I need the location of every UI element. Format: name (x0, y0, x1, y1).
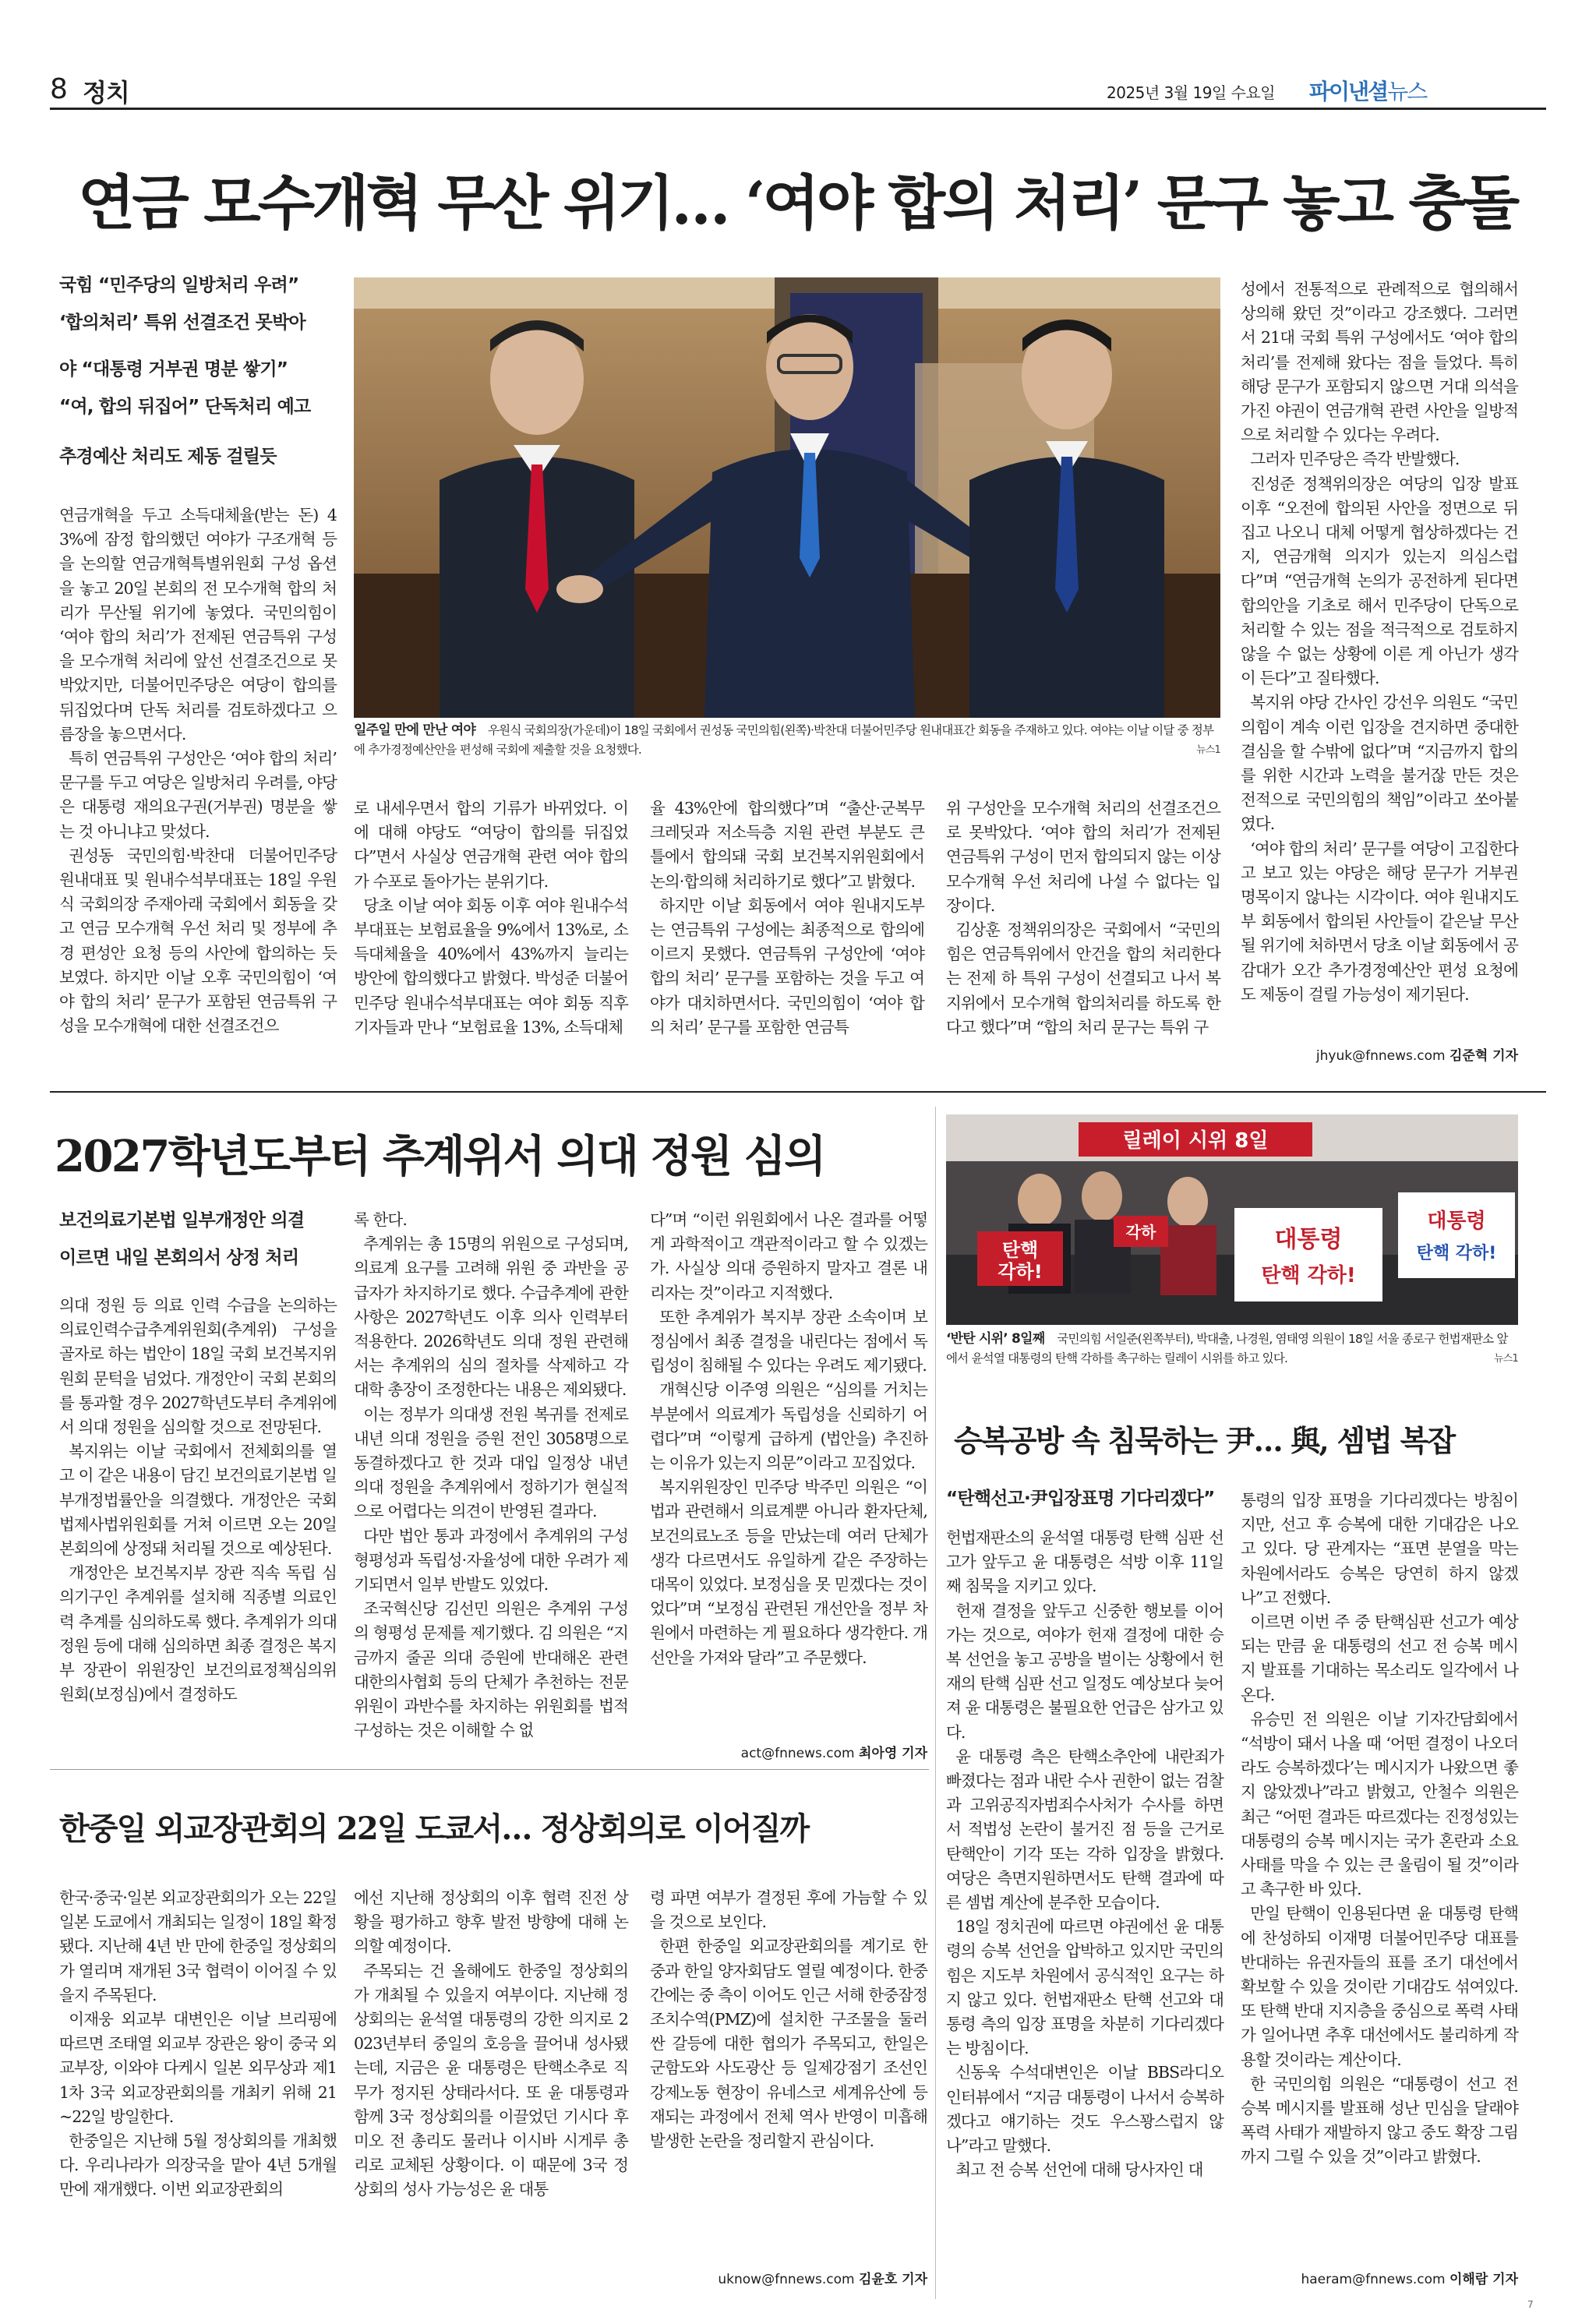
protest-photo (946, 1114, 1518, 1325)
subhead: 보건의료기본법 일부개정안 의결 (59, 1210, 305, 1231)
byline-email: act@fnnews.com (740, 1746, 855, 1761)
protest-photo-caption (946, 1330, 1518, 1369)
sign-text: 탄핵 각하! (1416, 1244, 1497, 1263)
body-paragraph: 유승민 전 의원은 이날 기자간담회에서 “석방이 돼서 나올 때 ‘어떤 결정이 나오더라도 승복하겠다’는 메시지가 나왔으면 좋지 않았겠나”라고 밝혔고, 안철수 의원은 최근 “어떤 결과든 따르겠다는 진정성있는 대통령의 승복 메시지는 국가 혼란과 소요사태를 막을 수 있는 큰 울림이 될 것”이라고 촉구한 바 있다. (1241, 1709, 1518, 1899)
byline-name: 김윤호 기자 (858, 2272, 927, 2287)
article3-subhead: “탄핵선고·尹입장표명 기다리겠다” (946, 1489, 1215, 1509)
page-number: 8 (50, 73, 68, 105)
footer-mark: 7 (1527, 2299, 1534, 2310)
article2-byline (650, 1742, 927, 1761)
subhead: ‘합의처리’ 특위 선결조건 못박아 (59, 313, 305, 333)
body-paragraph: 령 파면 여부가 결정된 후에 가늠할 수 있을 것으로 보인다. (650, 1888, 927, 1932)
article4-column-3 (650, 1886, 927, 2153)
body-paragraph: 윤 대통령 측은 탄핵소추안에 내란죄가 빠졌다는 점과 내란 수사 권한이 없는 검찰과 고위공직자범죄수사처가 수사를 하면서 적법성 논란이 불거진 점 등을 근거로 탄핵안이 기각 또는 각하 입장을 밝혔다. 여당은 측면지원하면서도 탄핵 결과에 따른 셈법 계산에 분주한 모습이다. (946, 1747, 1223, 1913)
sign-text: 탄핵 (1001, 1239, 1039, 1261)
body-paragraph: 율 43%안에 합의했다”며 “출산·군복무 크레딧과 저소득층 지원 관련 부분도 큰 틀에서 합의돼 국회 보건복지위원회에서 논의·합의해 처리하기로 했다”고 밝혔다. (650, 799, 924, 891)
body-paragraph: 권성동 국민의힘·박찬대 더불어민주당 원내대표 및 원내수석부대표는 18일 우원식 국회의장 주재아래 국회에서 회동을 갖고 연금 모수개혁 우선 처리 및 정부에 추경 편성안 요청 등의 사안에 합의하는 듯 보였다. 하지만 이날 오후 국민의힘이 ‘여야 합의 처리’ 문구가 포함된 연금특위 구성을 모수개혁에 대한 선결조건으 (59, 846, 337, 1036)
body-paragraph: 헌재 결정을 앞두고 신중한 행보를 이어가는 것으로, 여야가 헌재 결정에 대한 승복 선언을 놓고 공방을 벌이는 상황에서 헌재의 탄핵 심판 선고 일정도 예상보다 늦어져 윤 대통령은 불필요한 언급은 삼가고 있다. (946, 1601, 1223, 1742)
article2-headline: 2027학년도부터 추계위서 의대 정원 심의 (55, 1131, 824, 1182)
meeting-photo-illustration (354, 277, 1220, 718)
body-paragraph: 로 내세우면서 합의 기류가 바뀌었다. 이에 대해 야당도 “여당이 합의를 뒤집었다”면서 사실상 연금개혁 관련 여야 합의가 수포로 돌아가는 분위기다. (354, 799, 628, 891)
section-divider (50, 1091, 1546, 1093)
article1-column-1 (59, 503, 337, 1038)
body-paragraph: 통령의 입장 표명을 기다리겠다는 방침이지만, 선고 후 승복에 대한 기대감은 나오고 있다. 당 관계자는 “표면 분열을 막는 차원에서라도 승복은 당연히 하지 않겠나”고 전했다. (1241, 1491, 1518, 1607)
caption-text: 국민의힘 서일준(왼쪽부터), 박대출, 나경원, 염태영 의원이 18일 서울 종로구 헌법재판소 앞에서 윤석열 대통령의 탄핵 각하를 촉구하는 릴레이 시위를 하고 있다. (946, 1332, 1508, 1365)
body-paragraph: 이는 정부가 의대생 전원 복귀를 전제로 내년 의대 정원을 증원 전인 3058명으로 동결하겠다고 한 것과 대입 일정상 내년 의대 정원을 추계위에서 정하기가 현실적으로 어렵다는 의견이 반영된 결과다. (354, 1404, 628, 1521)
article2-column-1 (59, 1294, 337, 1707)
brand-logo-light: 뉴스 (1387, 79, 1427, 104)
article1-column-2 (354, 796, 628, 1040)
article1-column-3 (650, 796, 924, 1040)
body-paragraph: 개혁신당 이주영 의원은 “심의를 거치는 부분에서 의료계가 독립성을 신뢰하기 어렵다”며 “이렇게 급하게 (법안을) 추진하는 이유가 있는지 의문”이라고 꼬집었다. (650, 1380, 927, 1473)
body-paragraph: 조국혁신당 김선민 의원은 추계위 구성의 형평성 문제를 제기했다. 김 의원은 “지금까지 줄곧 의대 증원에 반대해온 관련 대한의사협회 등의 단체가 추천하는 전문위원이 과반수를 차지하는 위원회를 법적 구성하는 것은 이해할 수 없 (354, 1599, 628, 1740)
byline-name: 최아영 기자 (858, 1746, 927, 1761)
article1-headline: 연금 모수개혁 무산 위기… ‘여야 합의 처리’ 문구 놓고 충돌 (78, 168, 1517, 238)
caption-title: 일주일 만에 만난 여야 (354, 722, 475, 738)
caption-text: 우원식 국회의장(가운데)이 18일 국회에서 권성동 국민의힘(왼쪽)·박찬대 더불어민주당 원내대표간 회동을 주재하고 있다. 여야는 이날 이달 중 정부에 추가경정예산안을 편성해 국회에 제출할 것을 요청했다. (354, 723, 1214, 757)
body-paragraph: 그러자 민주당은 즉각 반발했다. (1250, 450, 1460, 469)
article3-column-2 (1241, 1489, 1518, 2170)
body-paragraph: 다만 법안 통과 과정에서 추계위의 구성 형평성과 독립성·자율성에 대한 우려가 제기되면서 일부 반발도 있었다. (354, 1526, 628, 1595)
body-paragraph: 의대 정원 등 의료 인력 수급을 논의하는 의료인력수급추계위원회(추계위) 구성을 골자로 하는 법안이 18일 국회 보건복지위원회 문턱을 넘었다. 개정안이 국회 본회의를 통과할 경우 2027학년도부터 추계위에서 의대 정원을 심의할 것으로 전망된다. (59, 1296, 337, 1437)
photo-credit: 뉴스1 (1494, 1353, 1518, 1365)
body-paragraph: 한 국민의힘 의원은 “대통령이 선고 전 승복 메시지를 발표해 성난 민심을 달래야 폭력 사태가 재발하지 않고 중도 확장 그림까지 그릴 수 있을 것”이라고 밝혔다. (1241, 2074, 1518, 2167)
body-paragraph: 에선 지난해 정상회의 이후 협력 진전 상황을 평가하고 향후 발전 방향에 대해 논의할 예정이다. (354, 1888, 628, 1956)
photo-credit: 뉴스1 (1196, 744, 1220, 756)
body-paragraph: 복지위 야당 간사인 강선우 의원도 “국민의힘이 계속 이런 입장을 견지하면 중대한 결심을 할 수밖에 없다”며 “지금까지 합의를 위한 시간과 노력을 불거잖 만든 것은 전적으로 국민의힘의 책임”이라고 쏘아붙였다. (1241, 693, 1518, 834)
article3-byline (1241, 2268, 1518, 2287)
body-paragraph: 위 구성안을 모수개혁 처리의 선결조건으로 못박았다. ‘여야 합의 처리’가 전제된 연금특위 구성이 먼저 합의되지 않는 이상 모수개혁 우선 처리에 나설 수 없다는 입장이다. (946, 799, 1220, 915)
sign-text: 각하 (1125, 1223, 1156, 1241)
sign-text: 대통령 (1274, 1226, 1343, 1253)
sign-text: 탄핵 각하! (1261, 1264, 1356, 1287)
byline-email: jhyuk@fnnews.com (1315, 1048, 1446, 1064)
subhead: “여, 합의 뒤집어” 단독처리 예고 (59, 397, 311, 417)
protest-photo-illustration (946, 1114, 1518, 1325)
subhead: 국힘 “민주당의 일방처리 우려” (59, 275, 299, 295)
byline-name: 이해람 기자 (1449, 2272, 1518, 2287)
body-paragraph: 복지위원장인 민주당 박주민 의원은 “이 법과 관련해서 의료계뿐 아니라 환자단체, 보건의료노조 등을 만났는데 여러 단체가 생각 다르면서도 유일하게 같은 주장하는 대목이 있었다. 보정심을 못 믿겠다는 것이었다”며 “보정심 관련된 개선안을 정부 차원에서 마련하는 게 필요하다 생각한다. 개선안을 가져와 달라”고 주문했다. (650, 1478, 927, 1667)
body-paragraph: 이르면 이번 주 중 탄핵심판 선고가 예상되는 만큼 윤 대통령의 선고 전 승복 메시지 발표를 기대하는 목소리도 일각에서 나온다. (1241, 1612, 1518, 1704)
meeting-photo (354, 277, 1220, 718)
article2-column-3 (650, 1208, 927, 1670)
body-paragraph: 다”며 “이런 위원회에서 나온 결과를 어떻게 과학적이고 객관적이라고 할 수 있겠는가. 사실상 의대 증원하지 말자고 결론 내리자는 것”이라고 지적했다. (650, 1210, 927, 1302)
body-paragraph: 한중일은 지난해 5월 정상회의를 개최했다. 우리나라가 의장국을 맡아 4년 5개월 만에 재개했다. 이번 외교장관회의 (59, 2132, 337, 2199)
subhead: 이르면 내일 본회의서 상정 처리 (59, 1248, 299, 1268)
body-paragraph: 한국·중국·일본 외교장관회의가 오는 22일 일본 도쿄에서 개최되는 일정이 18일 확정됐다. 지난해 4년 반 만에 한중일 정상회의가 열리며 재개된 3국 협력이 이어질 수 있을지 주목된다. (59, 1888, 337, 2004)
vertical-divider (935, 1107, 936, 2299)
article1-byline (1241, 1044, 1518, 1064)
banner-text: 릴레이 시위 8일 (1122, 1129, 1269, 1153)
body-paragraph: 추계위는 총 15명의 위원으로 구성되며, 의료계 요구를 고려해 위원 중 과반을 공급자가 차지하기로 했다. 수급추계에 관한 사항은 2027학년도 이후 의사 인력부터 적용한다. 2026학년도 의대 정원 관련해서는 추계위의 심의 절차를 삭제하고 각 대학 총장이 조정한다는 내용은 제외됐다. (354, 1234, 628, 1400)
article3-column-1 (946, 1526, 1223, 2182)
body-paragraph: ‘여야 합의 처리’ 문구를 여당이 고집한다고 보고 있는 야당은 해당 문구가 거부권 명목이지 않나는 시각이다. 여야 원내지도부 회동에서 합의된 사안들이 같은날 무산될 위기에 처하면서 당초 이날 회동에서 공감대가 오간 추가경정예산안 편성 요청에도 제동이 걸릴 가능성이 제기된다. (1241, 839, 1518, 1004)
body-paragraph: 또한 추계위가 복지부 장관 소속이며 보정심에서 최종 결정을 내린다는 점에서 독립성이 침해될 수 있다는 우려도 제기됐다. (650, 1307, 927, 1376)
body-paragraph: 진성준 정책위의장은 여당의 입장 발표 이후 “오전에 합의된 사안을 정면으로 뒤집고 나오니 대체 어떻게 협상하겠다는 건지, 연금개혁 의지가 있는지 의심스럽다”며 “연금개혁 논의가 공전하게 된다면 합의안을 기초로 해서 민주당이 단독으로 처리할 수 있는 점을 적극적으로 검토하지 않을 수 없는 상황에 이른 게 아닌가 생각이 든다”고 질타했다. (1241, 474, 1518, 688)
article4-byline (650, 2268, 927, 2287)
body-paragraph: 헌법재판소의 윤석열 대통령 탄핵 심판 선고가 앞두고 윤 대통령은 석방 이후 11일째 침묵을 지키고 있다. (946, 1528, 1223, 1596)
article1-subheads (59, 271, 340, 471)
article2-subheads (59, 1206, 355, 1272)
meeting-photo-caption (354, 721, 1220, 760)
article1-column-4 (946, 796, 1220, 1040)
body-paragraph: 연금개혁을 두고 소득대체율(받는 돈) 43%에 잠정 합의했던 여야가 구조개혁 등을 논의할 연금개혁특별위원회 구성 옵션을 놓고 20일 본회의 전 모수개혁 합의 처리가 무산될 위기에 놓였다. 국민의힘이 ‘여야 합의 처리’가 전제된 연금특위 구성을 모수개혁 처리에 앞선 선결조건으로 못박았지만, 더불어민주당은 여당이 합의를 뒤집었다며 단독 처리를 검토하겠다고 으름장을 놓으면서다. (59, 506, 337, 743)
caption-title: ‘반탄 시위’ 8일째 (946, 1331, 1045, 1347)
article3-headline: 승복공방 속 침묵하는 尹… 與, 셈법 복잡 (954, 1423, 1455, 1458)
byline-email: uknow@fnnews.com (718, 2272, 855, 2287)
body-paragraph: 김상훈 정책위의장은 국회에서 “국민의힘은 연금특위에서 안건을 합의 처리한다는 전제 하 특위 구성이 선결되고 나서 복지위에서 모수개혁 합의처리를 하도록 한다고 했다”며 “합의 처리 문구는 특위 구 (946, 920, 1220, 1037)
body-paragraph: 주목되는 건 올해에도 한중일 정상회의가 개최될 수 있을지 여부이다. 지난해 정상회의는 윤석열 대통령의 강한 의지로 2023년부터 중일의 호응을 끌어내 성사됐는데, 지금은 윤 대통령은 탄핵소추로 직무가 정지된 상태라서다. 또 윤 대통령과 함께 3국 정상회의를 이끌었던 기시다 후미오 전 총리도 물러나 이시바 시게루 총리로 교체된 상황이다. 이 때문에 3국 정상회의 성사 가능성은 윤 대통 (354, 1961, 628, 2199)
article4-column-1 (59, 1886, 337, 2202)
body-paragraph: 복지위는 이날 국회에서 전체회의를 열고 이 같은 내용이 담긴 보건의료기본법 일부개정법률안을 의결했다. 개정안은 국회 법제사법위원회를 거쳐 이르면 오는 20일 본회의에 상정돼 처리될 것으로 예상된다. (59, 1442, 337, 1559)
brand-logo-bold: 파이낸셜 (1309, 79, 1388, 104)
body-paragraph: 최고 전 승복 선언에 대해 당사자인 대 (955, 2160, 1203, 2180)
byline-name: 김준혁 기자 (1449, 1048, 1518, 1064)
sign-text: 대통령 (1427, 1210, 1486, 1233)
section-label: 정치 (83, 78, 129, 108)
brand-logo (1309, 75, 1426, 106)
sign-text: 각하! (998, 1261, 1043, 1283)
body-paragraph: 개정안은 보건복지부 장관 직속 독립 심의기구인 추계위를 설치해 직종별 의료인력 추계를 심의하도록 했다. 추계위가 의대 정원 등에 대해 심의하면 최종 결정은 복지부 장관이 위원장인 보건의료정책심의위원회(보정심)에서 결정하도 (59, 1563, 337, 1704)
body-paragraph: 18일 정치권에 따르면 야권에선 윤 대통령의 승복 선언을 압박하고 있지만 국민의힘은 지도부 차원에서 공식적인 요구는 하지 않고 있다. 헌법재판소 탄핵 선고와 대통령 측의 입장 표명을 차분히 기다리겠다는 방침이다. (946, 1917, 1223, 2058)
body-paragraph: 당초 이날 여야 회동 이후 여야 원내수석부대표는 보험료율을 9%에서 13%로, 소득대체율을 40%에서 43%까지 늘리는 방안에 합의했다고 밝혔다. 박성준 더불어민주당 원내수석부대표는 여야 회동 직후 기자들과 만나 “보험료율 13%, 소득대체 (354, 895, 628, 1037)
article2-column-2 (354, 1208, 628, 1743)
body-paragraph: 한편 한중일 외교장관회의를 계기로 한중과 한일 양자회담도 열릴 예정이다. 한중 간에는 중 측이 이어도 인근 서해 한중잠정조치수역(PMZ)에 설치한 구조물을 둘러싼 갈등에 대한 협의가 주목되고, 한일은 군함도와 사도광산 등 일제강점기 조선인 강제노동 현장이 유네스코 세계유산에 등재되는 과정에서 전체 역사 반영이 미흡해 발생한 논란을 정리할지 관심이다. (650, 1937, 927, 2151)
masthead-rule (50, 108, 1546, 110)
subhead: 야 “대통령 거부권 명분 쌓기” (59, 359, 288, 380)
section-divider (50, 1769, 929, 1770)
article4-column-2 (354, 1886, 628, 2202)
body-paragraph: 특히 연금특위 구성안은 ‘여야 합의 처리’ 문구를 두고 여당은 일방처리 우려를, 야당은 대통령 재의요구권(거부권) 명분을 쌓는 것 아니냐고 맞섰다. (59, 749, 337, 841)
article1-column-5 (1241, 277, 1518, 1007)
article4-headline: 한중일 외교장관회의 22일 도쿄서… 정상회의로 이어질까 (59, 1810, 809, 1847)
byline-email: haeram@fnnews.com (1301, 2272, 1446, 2287)
issue-date: 2025년 3월 19일 수요일 (1107, 83, 1276, 102)
body-paragraph: 록 한다. (354, 1210, 407, 1229)
body-paragraph: 성에서 전통적으로 관례적으로 협의해서 상의해 왔던 것”이라고 강조했다. 그러면서 21대 국회 특위 구성에서도 ‘여야 합의 처리’를 전제해 왔다는 점을 들었다. 특히 해당 문구가 포함되지 않으면 거대 의석을 가진 야권이 연금개혁 관련 사안을 일방적으로 처리할 수 있다는 우려다. (1241, 280, 1518, 445)
body-paragraph: 하지만 이날 회동에서 여야 원내지도부는 연금특위 구성에는 최종적으로 합의에 이르지 못했다. 연금특위 구성안에 ‘여야 합의 처리’ 문구를 포함하는 것을 두고 여야가 대치하면서다. 국민의힘이 ‘여야 합의 처리’ 문구를 포함한 연금특 (650, 895, 924, 1037)
subhead: 추경예산 처리도 제동 걸릴듯 (59, 447, 277, 467)
body-paragraph: 이재웅 외교부 대변인은 이날 브리핑에 따르면 조태열 외교부 장관은 왕이 중국 외교부장, 이와야 다케시 일본 외무상과 제11차 3국 외교장관회의를 개최키 위해 21~22일 방일한다. (59, 2010, 337, 2126)
body-paragraph: 만일 탄핵이 인용된다면 윤 대통령 탄핵에 찬성하되 이재명 더불어민주당 대표를 반대하는 유권자들의 표를 조기 대선에서 확보할 수 있을 것이란 기대감도 섞여있다. 또 탄핵 반대 지지층을 중심으로 폭력 사태가 일어나면 추후 대선에서도 불리하게 작용할 것이라는 계산이다. (1241, 1904, 1518, 2069)
body-paragraph: 신동욱 수석대변인은 이날 BBS라디오 인터뷰에서 “지금 대통령이 나서서 승복하겠다고 얘기하는 것도 우스꽝스럽지 않나”라고 말했다. (946, 2063, 1223, 2156)
